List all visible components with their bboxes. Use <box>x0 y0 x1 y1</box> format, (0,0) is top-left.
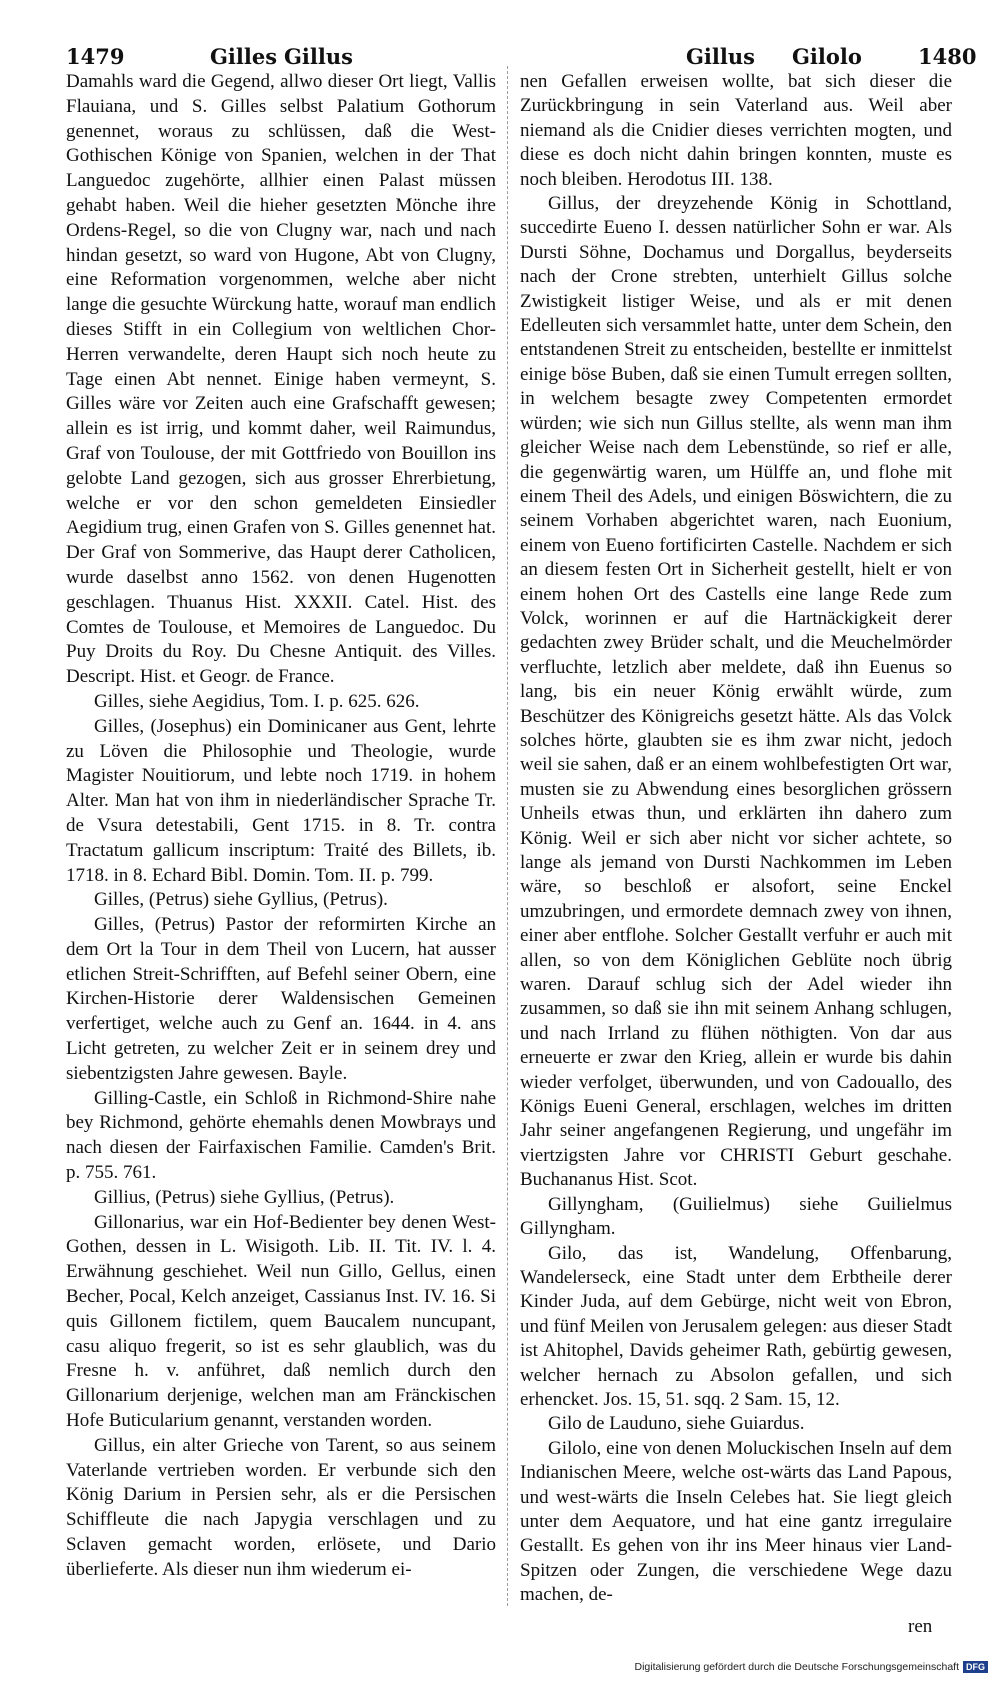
entry-paragraph: Damahls ward die Gegend, allwo dieser Ort liegt, Vallis Flauiana, und S. Gilles selbst Palatium Gothorum genennet, woraus zu schlüssen, daß die West-Gothischen Könige von Spanien, welchen in der That Languedoc zugehörte, allhier einen Palast müssen gehabt haben. Weil die hieher gesetzten Mönche ihre Ordens-Regel, so die von Clugny war, nach und nach hindan gesetzt, so ward von Hugone, Abt von Clugny, eine Reformation vorgenommen, welche aber nicht lange die gesuchte Würckung hatte, worauf man endlich dieses Stifft in ein Collegium von weltlichen Chor-Herren verwandelte, deren Haupt sich noch heute zu Tage einen Abt nennet. Einige haben vermeynt, S. Gilles wäre vor Zeiten auch eine Grafschafft gewesen; allein es ist irrig, und kommt daher, weil Raimundus, Graf von Toulouse, der mit Gottfriedo von Bouillon ins gelobte Land gezogen, sich aus grosser Ehrerbietung, welche er vor den schon gemeldeten Einsiedler Aegidium trug, einen Grafen von S. Gilles genennet hat. Der Graf von Sommerive, das Haupt derer Catholicen, wurde daselbst anno 1562. von denen Hugenotten geschlagen. Thuanus Hist. XXXII. Catel. Hist. des Comtes de Toulouse, et Memoires de Languedoc. Du Puy Droits du Roy. Du Chesne Antiquit. des Villes. Descript. Hist. et Geogr. de France. <box>66 71 496 688</box>
catchword: ren <box>908 1616 933 1637</box>
entry-paragraph: Gilles, (Petrus) Pastor der reformirten Kirche an dem Ort la Tour in dem Theil von Lucern, hat ausser etlichen Streit-Schrifften, auf Befehl seiner Obern, eine Kirchen-Historie derer Waldensischen Gemeinen verfertiget, welche auch zu Genf an. 1644. in 4. ans Licht getreten, zu welcher Zeit er in seinem drey und siebentzigsten Jahre gewesen. Bayle. <box>66 914 496 1084</box>
entry-paragraph: Gilles, (Josephus) ein Dominicaner aus Gent, lehrte zu Löven die Philosophie und Theologie, wurde Magister Nouitiorum, und lebte noch 1719. in hohem Alter. Man hat von ihm in niederländischer Sprache Tr. de Vsura detestabili, Gent 1715. in 8. Tr. contra Tractatum gallicum inscriptum: Traité des Billets, ib. 1718. in 8. Echard Bibl. Domin. Tom. II. p. 799. <box>66 715 496 886</box>
guide-word-left-1: Gilles <box>210 44 278 69</box>
digitization-footer <box>634 1661 988 1673</box>
footer-text: Digitalisierung gefördert durch die Deutsche Forschungsgemeinschaft <box>634 1661 959 1673</box>
entry-paragraph: Gillonarius, war ein Hof-Bedienter bey denen West-Gothen, dessen in L. Wisigoth. Lib. II. Tit. IV. l. 4. Erwähnung geschiehet. Weil nun Gillo, Gellus, einen Becher, Pocal, Kelch anzeiget, Cassianus Inst. IV. 16. Si quis Gillonem fictilem, quem Baucalem nuncupant, casu aliquo fregerit, so ist es sehr glaublich, was du Fresne h. v. anführet, daß nemlich durch den Gillonarium derjenige, welchen man am Fränckischen Hofe Buticularium genannt, verstanden worden. <box>66 1211 496 1432</box>
right-column <box>520 70 952 1608</box>
entry-paragraph: nen Gefallen erweisen wollte, bat sich dieser die Zurückbringung in sein Vaterland aus. Weil aber niemand als die Cnidier dieses verrichten mogten, und diese es doch nicht dahin bringen konnten, muste es noch bleiben. Herodotus III. 138. <box>520 71 952 190</box>
entry-paragraph: Gilles, siehe Aegidius, Tom. I. p. 625. 626. <box>94 690 420 712</box>
entry-paragraph: Gilo, das ist, Wandelung, Offenbarung, Wandelerseck, eine Stadt unter dem Erbtheile derer Kinder Juda, auf dem Gebürge, nicht weit von Ebron, und fünf Meilen von Jerusalem gelegen: aus dieser Stadt ist Ahitophel, Davids geheimer Rath, gebürtig gewesen, welcher hernach zu Absolon gefallen, und sich erhencket. Jos. 15, 51. sqq. 2 Sam. 15, 12. <box>520 1242 952 1410</box>
page-number-right: 1480 <box>918 44 977 69</box>
guide-word-left-2: Gillus <box>284 44 353 69</box>
column-divider <box>507 66 508 1606</box>
entry-paragraph: Gilling-Castle, ein Schloß in Richmond-Shire nahe bey Richmond, gehörte ehemahls denen Mowbrays und nach diesen der Fairfaxischen Familie. Camden's Brit. p. 755. 761. <box>66 1087 496 1184</box>
guide-word-right-2: Gilolo <box>792 44 862 69</box>
entry-paragraph: Gilolo, eine von denen Moluckischen Inseln auf dem Indianischen Meere, welche ost-wärts das Land Papous, und west-wärts die Inseln Celebes hat. Sie liegt gleich unter dem Aequatore, und hat eine gantz irregulaire Gestallt. Es gehen von ihr ins Meer hinaus vier Land-Spitzen oder Zungen, die verschiedene Wege dazu machen, de- <box>520 1437 952 1606</box>
page-number-left: 1479 <box>66 44 125 69</box>
entry-paragraph: Gillus, der dreyzehende König in Schottland, succedirte Eueno I. dessen natürlicher Sohn er war. Als Dursti Söhne, Dochamus und Dorgallus, beyderseits nach der Crone strebten, unterhielt Gillus solche Zwistigkeit listiger Weise, und als er mit denen Edelleuten sich versammlet hatte, unter dem Schein, den entstandenen Streit zu entscheiden, bestellte er inmittelst einige böse Buben, daß sie einen Tumult erregen sollten, in welchem besagte zwey Competenten ermordet würden; wie sich nun Gillus stellte, als wenn man ihm gleicher Weise nach dem Lebenstünde, so rief er alle, die gegenwärtig waren, um Hülffe an, und flohe mit einem Theil des Adels, und einigen Böswichtern, die zu seinem Vorhaben abgerichtet waren, nach Euonium, einem von Eueno fortificirten Castelle. Nachdem er sich an diesem festen Ort in Sicherheit gestellt, hielt er von einem hohen Ort des Castells eine lange Rede zum Volck, worinnen er auf die Hartnäckigkeit derer gedachten zwey Brüder schalt, und die Meuchelmörder verfluchte, letzlich aber meldete, daß ihn Euenus so lang, bis ein neuer König erwählt würde, zum Beschützer des Königreichs gesetzt hätte. Als das Volck solches hörte, glaubten sie es ihm zwar nicht, jedoch weil sie sahen, daß er an einem wohlbefestigten Ort war, musten sie zu Abwendung eines besorglichen grössern Unheils etwas thun, und erklärten ihn dahero zum König. Weil er sich aber nicht vor sicher achtete, so lange als jemand von Dursti Nachkommen im Leben wäre, so beschloß er alsofort, seine Enckel umzubringen, und ermordete demnach zwey von ihnen, einer aber entflohe. Solcher Gestallt verfuhr er auch mit allen, so von dem Königlichen Geblüte noch übrig waren. Darauf schlug sich der Adel wieder ihn zusammen, so daß sie ihn mit seinem Anhang schlugen, und nach Irrland zu flühen nöthigten. Von dar aus erneuerte er zwar den Krieg, allein er wurde bis dahin wieder verfolget, überwunden, und von Cadouallo, des Königs Eueni General, erschlagen, welches im dritten Jahr seiner angefangenen Regierung, und ungefähr im viertzigsten Jahre vor CHRISTI Geburt geschahe. Buchananus Hist. Scot. <box>520 193 952 1191</box>
entry-paragraph: Gilo de Lauduno, siehe Guiardus. <box>548 1413 805 1435</box>
entry-paragraph: Gilles, (Petrus) siehe Gyllius, (Petrus). <box>94 889 388 911</box>
entry-paragraph: Gillius, (Petrus) siehe Gyllius, (Petrus). <box>94 1186 395 1208</box>
entry-paragraph: Gillus, ein alter Grieche von Tarent, so aus seinem Vaterlande vertrieben worden. Er verbunde sich den König Darium in Persien sehr, als er die Persischen Schiffleute die nach Japygia verschlagen und zu Sclaven gemacht worden, erlösete, und Dario überlieferte. Als dieser nun ihm wiederum ei- <box>66 1434 496 1580</box>
guide-word-right-1: Gillus <box>686 44 755 69</box>
dfg-logo-icon: DFG <box>963 1661 988 1673</box>
entry-paragraph: Gillyngham, (Guilielmus) siehe Guilielmus Gillyngham. <box>520 1193 952 1240</box>
left-column <box>66 70 496 1583</box>
